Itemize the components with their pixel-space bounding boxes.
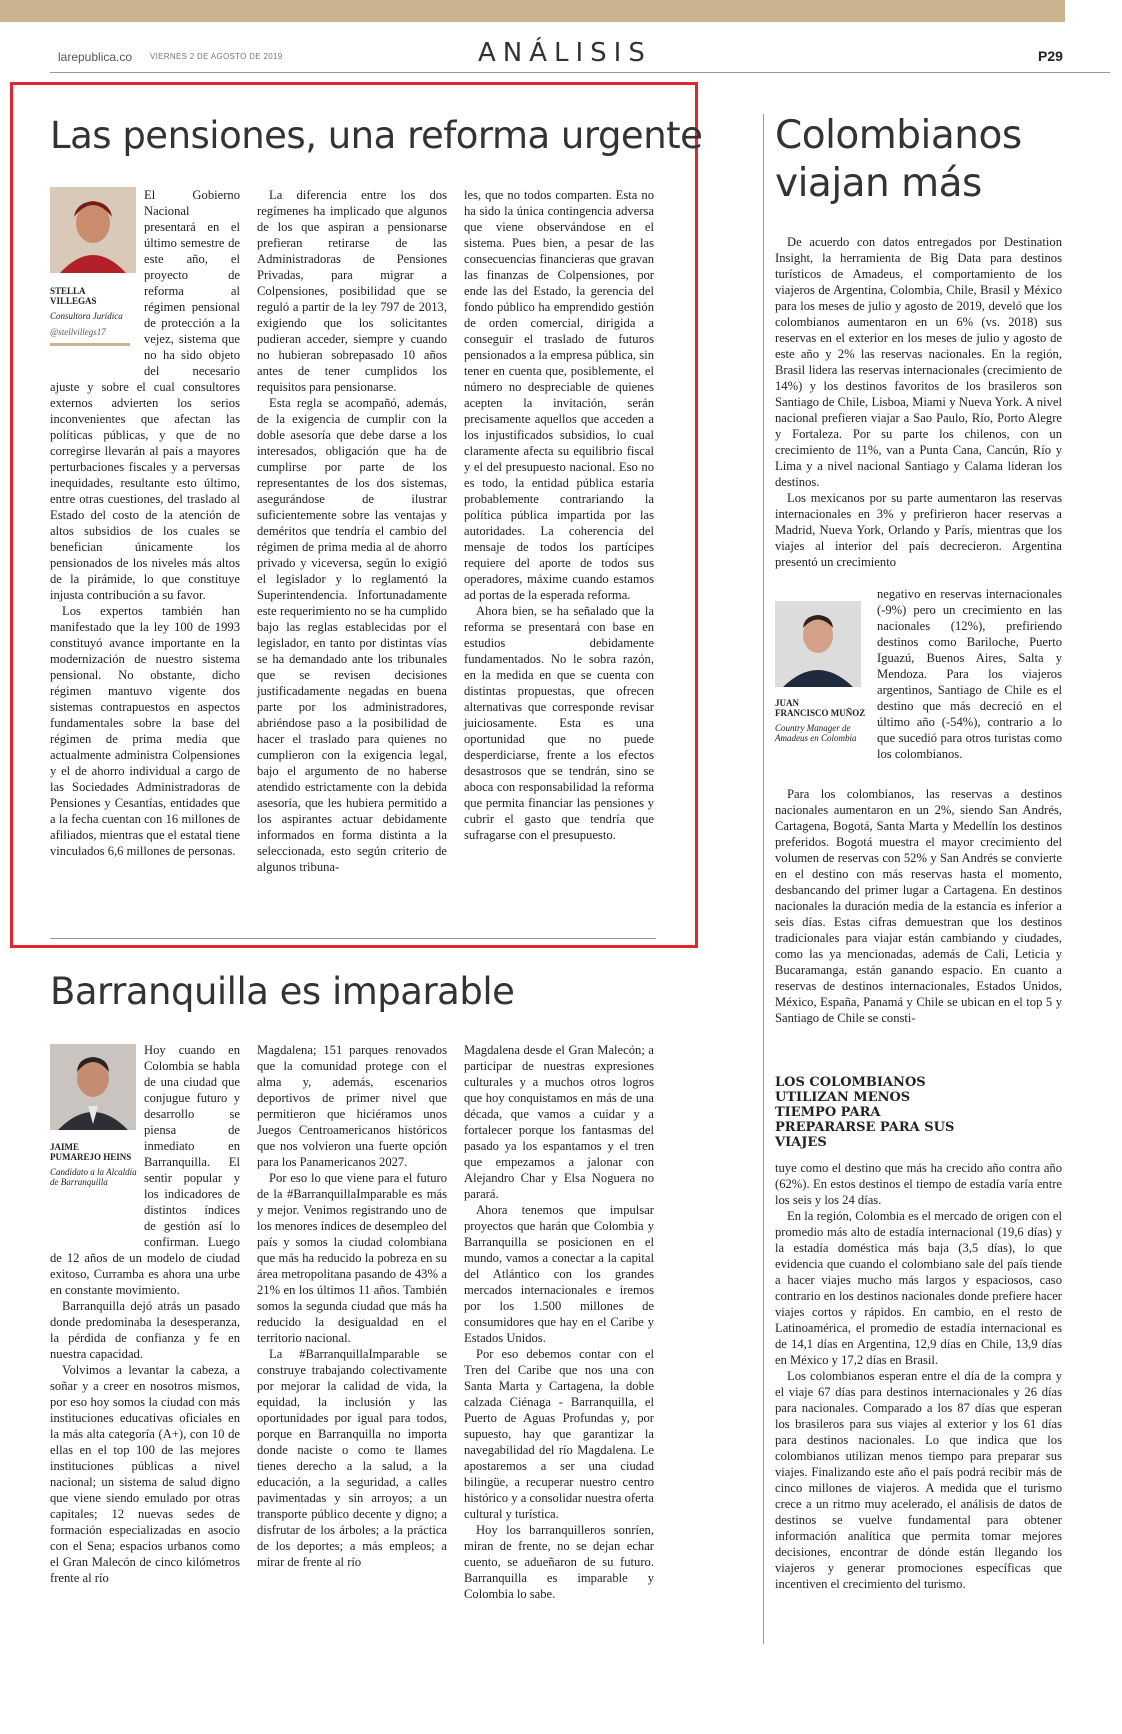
paragraph: Por eso lo que viene para el futuro de la #BarranquillaImparable es más y mejor. Venimos registrando uno de los menores índices de desempleo del país y somos la ciudad colombiana que más ha reducido la pobreza en su área metropolitana pasando de 43% a 21% en los últimos 11 años. También somos la segunda ciudad que más ha reducido la desigualdad en el territorio nacional. [257,1171,447,1345]
article3-body-bottom [775,1160,1062,1592]
paragraph: les, que no todos comparten. Esta no ha sido la única contingencia adversa que viene observándose en el sistema. Pues bien, a pesar de las consecuencias financieras que gravan las finanzas de Colpensiones, por ende las del Estado, la gerencia del fondo público ha emprendido gestión de orden comercial, dirigida a conseguir el traslado de futuros pensionados a la empresa pública, sin tener en cuenta que, posiblemente, el número no despreciable de quienes acepten la invitación, serán precisamente aquellos que acceden a los injustificados subsidios, lo cual claramente afecta su equilibrio fiscal y el del presupuesto nacional. Eso no es todo, la entidad pública estaría probablemente contrariando la política pública impartida por las autoridades. La coherencia del mensaje de todos los partícipes requiere del aporte de todos sus operadores, máxime cuando estamos ad portas de la esperada reforma. [464,188,654,602]
article-separator [50,938,656,939]
article3-body-mid [775,786,1062,1026]
issue-date: VIERNES 2 DE AGOSTO DE 2019 [150,52,283,61]
article2-column-1 [50,1042,240,1586]
author-photo-juan [775,601,861,687]
paragraph: Magdalena desde el Gran Malecón; a participar de nuestras expresiones culturales y a muchos otros logros que hoy conquistamos en más de una década, que vamos a cuidar y a fortalecer porque los fantasmas del pasado ya los espantamos y el tren que empezamos a jalonar con Alejandro Char y Elsa Noguera no parará. [464,1043,654,1201]
author-role: Candidato a la Alcaldía de Barranquilla [50,1167,137,1187]
page-number: P29 [1038,48,1063,64]
paragraph: Magdalena; 151 parques renovados que la comunidad protege con el alma y, además, escenarios deportivos de primer nivel que permitieron que hiciéramos unos Juegos Centroamericanos históricos que nos volvieron una fuerte opción para los Panamericanos 2027. [257,1043,447,1169]
author-first-name: JAIME [50,1142,79,1152]
paragraph: Ahora tenemos que impulsar proyectos que harán que Colombia y Barranquilla se posicionen en el mundo, vamos a conectar a la capital del Atlántico con los grandes mercados internacionales e iremos por los 1.500 millones de consumidores que hay en el Caribe y Estados Unidos. [464,1203,654,1345]
author-byline-juan [775,698,867,743]
article3-body-wrap [877,586,1062,762]
article-title-pensiones: Las pensiones, una reforma urgente [50,114,703,157]
title-line-1: Colombianos [775,113,1022,158]
paragraph: Por eso debemos contar con el Tren del Caribe que nos una con Santa Marta y Cartagena, la doble calzada Ciénaga - Barranquilla, el Puerto de Aguas Profundas y, por supuesto, hay que garantizar la navegabilidad del río Magdalena. Le apostaremos a ser una ciudad bilingüe, a recuperar nuestro centro histórico y a consolidar nuestra oferta cultural y turística. [464,1347,654,1521]
paragraph: Los expertos también han manifestado que la ley 100 de 1993 constituyó avance importante en la modernización de nuestro sistema pensional. No obstante, dicho régimen mantuvo vigente dos sistemas contrapuestos en aspectos fundamentales sobre la base del régimen de prima media que actualmente administra Colpensiones y el de ahorro individual a cargo de las Sociedades Administradoras de Pensiones y Cesantías, entidades que a la fecha cuentan con 16 millones de afiliados, mientras que el estatal tiene vinculados 6,6 millones de personas. [50,604,240,858]
article1-column-1 [50,187,240,859]
article1-column-3 [464,187,654,843]
paragraph: Los colombianos esperan entre el día de la compra y el viaje 67 días para destinos internacionales y 26 días para nacionales. Comparado a los 87 días que esperan los brasileros para sus viajes al exterior y los 61 días para destinos nacionales. Lo que indica que los colombianos utilizan menos tiempo para preparar sus viajes. Finalizando este año el país podrá recibir más de cinco millones de viajeros. A medida que el turismo crece a un ritmo muy acelerado, el análisis de datos de destinos se vuelve fundamental para obtener información analítica que permita tomar mejores decisiones, encontrar de dónde están llegando los viajeros y generar promociones específicas que incentiven el crecimiento del turismo. [775,1369,1062,1591]
paragraph: Hoy cuando en Colombia se habla de una ciudad que conjugue futuro y desarrollo se piensa de inmediato en Barranquilla. El sentir popular y los indicadores de distintos índices de gestión así lo confirman. Luego de 12 años de un modelo de ciudad exitoso, Curramba es ahora una urbe en constante movimiento. [50,1043,240,1297]
author-last-name: FRANCISCO MUÑOZ [775,708,866,718]
author-role: Country Manager de Amadeus en Colombia [775,723,857,743]
paragraph: La #BarranquillaImparable se construye trabajando colectivamente por mejorar la calidad de vida, la equidad, la inclusión y las oportunidades por igual para todos, porque en Barranquilla no importa donde naciste o como te llames tienes derecho a la salud, a la educación, a la seguridad, a calles pavimentadas y sin arroyos; a un transporte público decente y digno; a disfrutar de los árboles; a la práctica de los deportes; a más empleos; a mirar de frente al río [257,1347,447,1569]
author-role: Consultora Jurídica [50,311,123,321]
section-title: ANÁLISIS [478,38,652,68]
paragraph: Los mexicanos por su parte aumentaron las reservas internacionales en 3% y prefirieron hacer reservas a Madrid, Nueva York, Orlando y París, mientras que los viajes al interior del país decrecieron. Argentina presentó un crecimiento [775,491,1062,569]
author-handle[interactable]: @stellvillegs17 [50,327,106,337]
masthead [58,38,1070,72]
author-last-name: VILLEGAS [50,296,97,306]
article3-subheading: LOS COLOMBIANOS UTILIZAN MENOS TIEMPO PARA PREPARARSE PARA SUS VIAJES [775,1075,955,1150]
header-rule [50,72,1110,73]
title-line-2: viajan más [775,161,982,206]
paragraph: tuye como el destino que más ha crecido año contra año (62%). En estos destinos el tiempo de estadía varía entre los seis y los 24 días. [775,1161,1062,1207]
author-first-name: STELLA [50,286,86,296]
paragraph: De acuerdo con datos entregados por Destination Insight, la herramienta de Big Data para destinos turísticos de Amadeus, el comportamiento de los viajeros de Argentina, Colombia, Chile, Brasil y México para los meses de julio y agosto de 2019, develó que los colombianos aumentaron en un 6% (vs. 2018) sus reservas en el exterior en los meses de julio y agosto de este año y 2% las reservas nacionales. En la región, Brasil lidera las reservas internacionales (crecimiento de 14%) y los destinos favoritos de los brasileros son Santiago de Chile, Lisboa, Miami y Nueva York. A nivel nacional prefieren viajar a Sao Paulo, Río, Porto Alegre y Fortaleza. Por su parte los chilenos, con un crecimiento de 11%, van a Punta Cana, Cancún, Río y Lima y a nivel nacional Santiago y Calama lideran los destinos. [775,235,1062,489]
article1-column-2 [257,187,447,875]
article2-column-2 [257,1042,447,1570]
paragraph: Esta regla se acompañó, además, de la exigencia de cumplir con la doble asesoría que debe darse a los interesados, obligación que ha de cumplirse por parte de los representantes de los dos sistemas, asegurándose de ilustrar suficientemente sobre las ventajas y deméritos que tendría el cambio del régimen de prima media al de ahorro privado y viceversa, según lo exigió el legislador y lo reglamentó la Superintendencia. Infortunadamente este requerimiento no se ha cumplido bajo las reglas establecidas por el legislador, en tanto por distintas vías se ha demandado ante los tribunales que se revisen decisiones justificadamente negadas en buena parte por los administradores, abriéndose paso a la posibilidad de hacer el traslado para quienes no cumplieron con la exigencia legal, bajo el argumento de no haberse atendido estrictamente con la debida asesoría, que les hubiera permitido a los aspirantes actuar debidamente informados en forma distinta a la seleccionada, esto según criterio de algunos tribuna- [257,396,447,874]
site-name[interactable]: larepublica.co [58,50,133,64]
paragraph: En la región, Colombia es el mercado de origen con el promedio más alto de estadía internacional (19,6 días) y la estadía doméstica más baja (3,5 días), lo que evidencia que cuando el colombiano sale del país tiende a hacer viajes mucho más largos y espaciosos, caso contrario en los destinos nacionales donde prefiere hacer viajes cortos y rápidos. En cambio, en el resto de Latinoamérica, el promedio de estadía internacional es de 14,1 días en Argentina, 12,9 días en Chile, 13,9 días en México y 17,2 días en Brasil. [775,1209,1062,1367]
photo-spacer [50,187,144,369]
author-last-name: PUMAREJO HEINS [50,1152,132,1162]
paragraph: negativo en reservas internacionales (-9%) pero un crecimiento en las nacionales (12%), prefiriendo destinos como Bariloche, Puerto Iguazú, Buenos Aires, Salta y Mendoza. Para los viajeros argentinos, Santiago de Chile es el destino que más decreció en el último año (-54%), contrario a lo que sucedió para otros turistas como los colombianos. [877,587,1062,761]
article-title-barranquilla: Barranquilla es imparable [50,970,515,1013]
paragraph: Hoy los barranquilleros sonríen, miran de frente, no se dejan echar cuento, se adueñaron de su futuro. Barranquilla es imparable y Colombia lo sabe. [464,1523,654,1601]
portrait-icon [775,601,861,687]
article-title-colombianos [775,112,1022,208]
top-color-band [0,0,1065,22]
article2-column-3 [464,1042,654,1602]
photo-spacer [50,1042,144,1240]
paragraph: El Gobierno Nacional presentará en el último semestre de este año, el proyecto de reforma al régimen pensional de protección a la vejez, sistema que no ha sido objeto del necesario ajuste y sobre el cual consultores externos advierten los serios inconvenientes que afectan las políticas públicas, y que de no corregirse llevarán al país a mayores perturbaciones fiscales y a perversas inequidades, resultante esto último, entre otras cuestiones, del traslado al Estado del costo de la atención de altos subsidios de los cuales se benefician únicamente los pensionados de los niveles más altos de la pirámide, lo que constituye injusta contribución a su favor. [50,188,240,602]
paragraph: Volvimos a levantar la cabeza, a soñar y a creer en nosotros mismos, por eso hoy somos la ciudad con más instituciones educativas oficiales en la más alta categoría (A+), con 10 de ellas en el top 100 de las mejores instituciones públicas a nivel nacional; un sistema de salud digno que viene siendo emulado por otras capitales; 12 nuevas sedes de formación especializadas en asocio con el Sena; espacios urbanos como el Gran Malecón de cinco kilómetros frente al río [50,1363,240,1585]
paragraph: Ahora bien, se ha señalado que la reforma se presentará con base en estudios debidamente fundamentados. No le sobra razón, en la medida en que se cuenta con distintas propuestas, que ofrecen alternativas que corresponde revisar juiciosamente. Esta es una oportunidad que no puede desperdiciarse, frente a los efectos desastrosos que se tendrán, sino se aboca con responsabilidad la reforma que permita financiar las pensiones y cubrir el gasto que tendría que sufragarse con el presupuesto. [464,604,654,842]
paragraph: La diferencia entre los dos regímenes ha implicado que algunos de los que aspiran a pensionarse prefieran retirarse de las Administradoras de Pensiones Privadas, para migrar a Colpensiones, posibilidad que se reguló a partir de la ley 797 de 2013, exigiendo que los solicitantes pudieran acceder, siempre y cuando no hubieran sobrepasado 10 años antes de tener cumplidos los requisitos para pensionarse. [257,188,447,394]
paragraph: Para los colombianos, las reservas a destinos nacionales aumentaron en un 2%, siendo San Andrés, Cartagena, Bogotá, Santa Marta y Medellín los destinos preferidos. Bogotá muestra el mayor crecimiento del volumen de reservas con 52% y San Andrés se convierte en el destino con más reservas hasta el momento, desbancando del primer lugar a Cartagena. En destinos nacionales la duración media de la estancia es inferior a seis días. Estas cifras demuestran que los destinos tradicionales para viajar están cambiando y ciudades, como las ya mencionadas, además de Cali, Leticia y Bucaramanga, están ganando espacio. En cuanto a reservas de destinos internacionales, Estados Unidos, México, España, Panamá y Chile se ubican en el top 5 y Santiago de Chile se consti- [775,787,1062,1025]
author-first-name: JUAN [775,698,799,708]
column-divider [763,114,764,1644]
article3-body-top [775,234,1062,570]
paragraph: Barranquilla dejó atrás un pasado donde predominaba la desesperanza, la pérdida de confianza y fe en nuestra capacidad. [50,1299,240,1361]
